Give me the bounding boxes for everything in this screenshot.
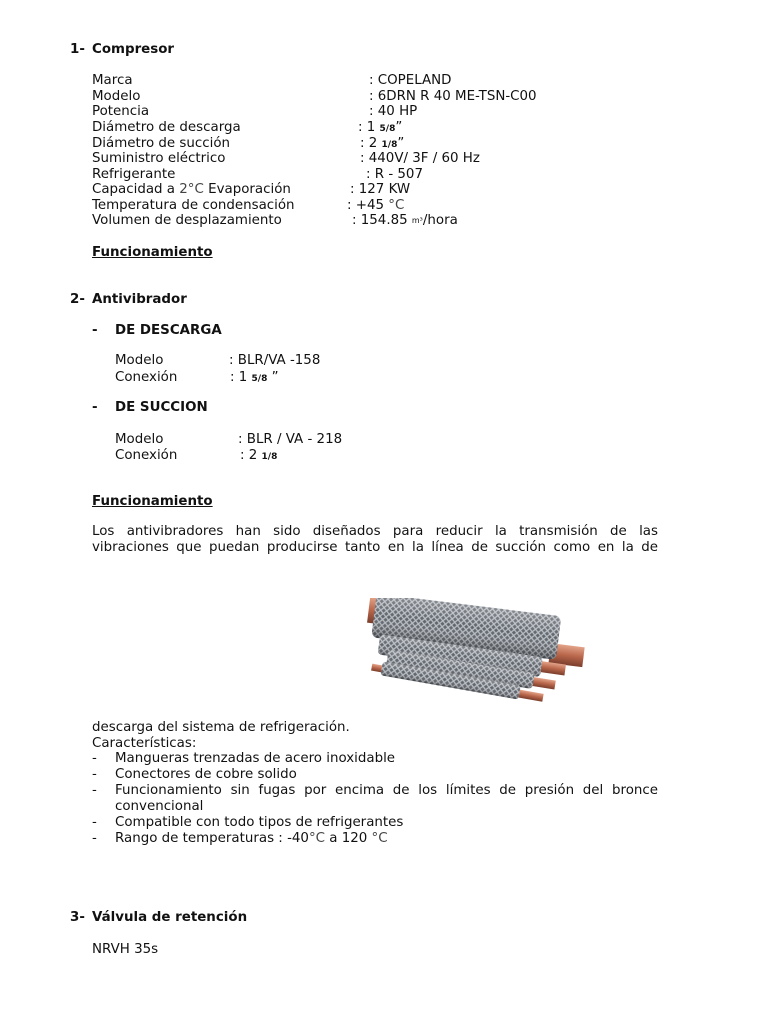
spec-label: Temperatura de condensación (92, 198, 295, 213)
spec-value: : 2 1/8” (360, 136, 405, 151)
antivibrador-photo (366, 598, 588, 710)
spec-label: Potencia (92, 104, 150, 119)
succion-modelo-value: : BLR / VA - 218 (238, 432, 343, 447)
features-list (92, 751, 658, 847)
section-2-number: 2- (70, 292, 85, 307)
paragraph-line: Los antivibradores han sido diseñados para reducir la transmisión de las (92, 524, 658, 539)
section-3-title: Válvula de retención (92, 910, 248, 925)
caracteristicas-title: Características: (92, 736, 197, 751)
spec-label: Marca (92, 73, 133, 88)
valve-model: NRVH 35s (92, 942, 159, 957)
paragraph-line: descarga del sistema de refrigeración. (92, 720, 350, 735)
section-1-title: Compresor (92, 42, 175, 57)
spec-label: Modelo (92, 89, 141, 104)
list-item: - Mangueras trenzadas de acero inoxidable (92, 751, 658, 767)
descarga-heading: DE DESCARGA (115, 323, 222, 338)
spec-value: : 1 5/8” (358, 120, 403, 135)
succion-conexion-value: : 2 1/8 (240, 448, 278, 463)
succion-conexion-label: Conexión (115, 448, 178, 463)
dash-bullet: - (92, 400, 98, 415)
succion-heading: DE SUCCION (115, 400, 208, 415)
dash-bullet: - (92, 323, 98, 338)
spec-value: : 40 HP (369, 104, 418, 119)
list-item: - Funcionamiento sin fugas por encima de los límites de presión del bronce convencional (92, 783, 658, 815)
spec-value: : 154.85 $^{m^3}$/hora (352, 213, 458, 228)
list-item: - Compatible con todo tipos de refrigerantes (92, 815, 658, 831)
section-2-title: Antivibrador (92, 292, 187, 307)
section-2-funcionamiento-heading: Funcionamiento (92, 494, 213, 509)
section-3-number: 3- (70, 910, 85, 925)
spec-value: : 6DRN R 40 ME-TSN-C00 (369, 89, 537, 104)
descarga-modelo-label: Modelo (115, 353, 164, 368)
descarga-conexion-label: Conexión (115, 370, 178, 385)
succion-modelo-label: Modelo (115, 432, 164, 447)
section-1-number: 1- (70, 42, 85, 57)
spec-label: Volumen de desplazamiento (92, 213, 282, 228)
braided-hoses-image (366, 598, 588, 710)
spec-label: Suministro eléctrico (92, 151, 226, 166)
spec-value: : COPELAND (369, 73, 452, 88)
spec-value: : 127 KW (350, 182, 411, 197)
spec-label: Refrigerante (92, 167, 176, 182)
list-item: - Conectores de cobre solido (92, 767, 658, 783)
descarga-modelo-value: : BLR/VA -158 (229, 353, 321, 368)
spec-value: : 440V/ 3F / 60 Hz (360, 151, 480, 166)
list-item: - Rango de temperaturas : -40°C a 120 °C (92, 831, 658, 847)
descarga-conexion-value: : 1 5/8 ” (230, 370, 279, 385)
spec-label: Capacidad a 2°C Evaporación (92, 182, 291, 197)
section-1-funcionamiento-heading: Funcionamiento (92, 245, 213, 260)
spec-label: Diámetro de succión (92, 136, 231, 151)
spec-value: : +45 °C (347, 198, 405, 213)
paragraph-line: vibraciones que puedan producirse tanto en la línea de succión como en la de (92, 540, 658, 555)
spec-label: Diámetro de descarga (92, 120, 241, 135)
spec-value: : R - 507 (366, 167, 423, 182)
